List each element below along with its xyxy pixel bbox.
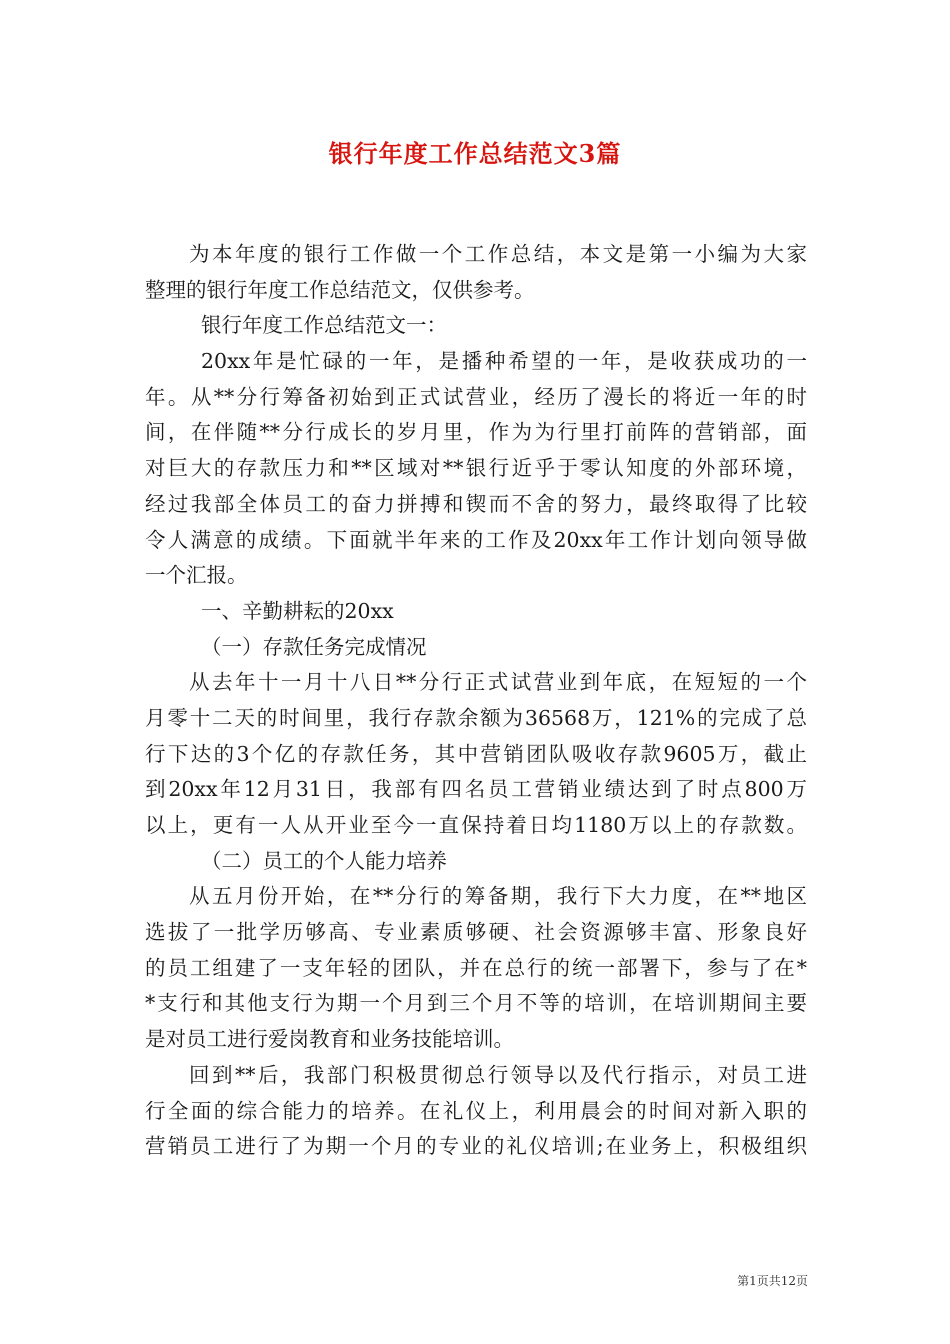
text-line: 的员工组建了一支年轻的团队，并在总行的统一部署下，参与了在* [145, 955, 807, 980]
text-line: 是对员工进行爱岗教育和业务技能培训。 [145, 1027, 514, 1052]
page-number: 第1页共12页 [737, 1274, 808, 1288]
text-line: 银行年度工作总结范文一： [201, 313, 447, 338]
text-line: 经过我部全体员工的奋力拼搏和锲而不舍的努力，最终取得了比较 [145, 491, 807, 516]
text-line: 年。从**分行筹备初始到正式试营业，经历了漫长的将近一年的时 [145, 384, 807, 409]
text-line: 回到**后，我部门积极贯彻总行领导以及代行指示，对员工进 [189, 1062, 807, 1087]
text-line: 选拔了一批学历够高、专业素质够硬、社会资源够丰富、形象良好 [145, 920, 807, 945]
text-line: 一个汇报。 [145, 563, 248, 588]
text-line: （一）存款任务完成情况 [201, 634, 427, 659]
text-line: 对巨大的存款压力和**区域对**银行近乎于零认知度的外部环境， [145, 456, 807, 481]
text-line: 到20xx年12月31日，我部有四名员工营销业绩达到了时点800万 [145, 777, 807, 802]
text-line: 20xx年是忙碌的一年，是播种希望的一年，是收获成功的一 [201, 349, 807, 374]
text-line: 行下达的3个亿的存款任务，其中营销团队吸收存款9605万，截止 [145, 741, 807, 766]
text-line: 以上，更有一人从开业至今一直保持着日均1180万以上的存款数。 [145, 813, 807, 837]
text-line: 从去年十一月十八日**分行正式试营业到年底，在短短的一个 [189, 670, 807, 695]
text-line: 行全面的综合能力的培养。在礼仪上，利用晨会的时间对新入职的 [145, 1098, 807, 1123]
document-title: 银行年度工作总结范文3篇 [328, 139, 622, 168]
text-line: 从五月份开始，在**分行的筹备期，我行下大力度，在**地区 [189, 884, 807, 909]
document-body [145, 237, 807, 1165]
text-line: 月零十二天的时间里，我行存款余额为36568万，121%的完成了总 [145, 705, 807, 730]
text-line: （二）员工的个人能力培养 [201, 848, 447, 873]
text-line: 为本年度的银行工作做一个工作总结，本文是第一小编为大家 [189, 242, 807, 266]
text-line: 一、辛勤耕耘的20xx [201, 598, 394, 623]
text-line: 整理的银行年度工作总结范文，仅供参考。 [145, 277, 535, 302]
text-line: 间，在伴随**分行成长的岁月里，作为为行里打前阵的营销部，面 [145, 420, 807, 445]
text-line: 令人满意的成绩。下面就半年来的工作及20xx年工作计划向领导做 [145, 527, 807, 552]
text-line: *支行和其他支行为期一个月到三个月不等的培训，在培训期间主要 [145, 991, 807, 1016]
text-line: 营销员工进行了为期一个月的专业的礼仪培训;在业务上，积极组织 [145, 1134, 807, 1159]
